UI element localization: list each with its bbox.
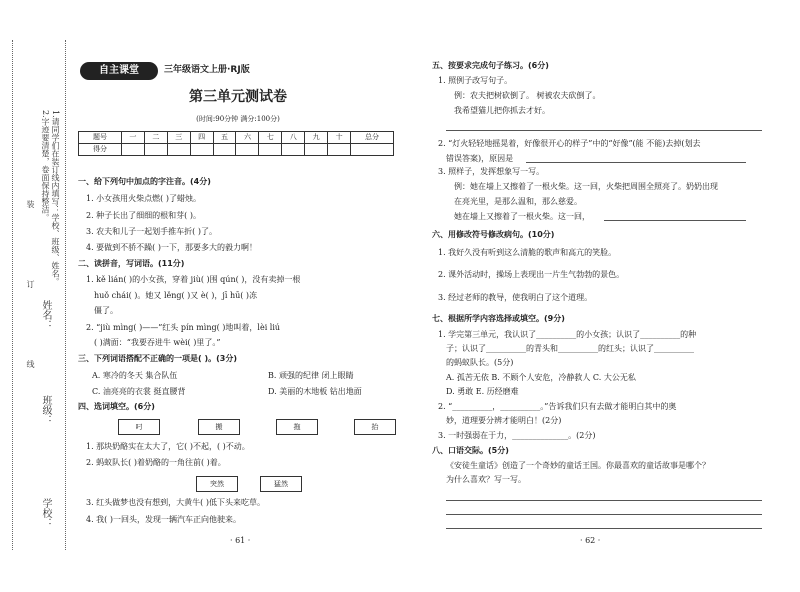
page-61 (78, 0, 396, 592)
score-cell[interactable] (190, 144, 213, 156)
word-tag: 猛然 (260, 476, 302, 492)
school-label: 学校： (40, 498, 51, 528)
q7-options-b: D. 勇敢 E. 历经磨难 (446, 387, 519, 396)
score-header-cell: 总分 (351, 132, 394, 144)
q3-b: B. 顽强的纪律 闭上眼睛 (268, 371, 354, 380)
q8-b: 为什么喜欢？写一写。 (446, 475, 526, 484)
q7-2a: 2. “__________，__________。”告诉我们只有去做才能明白其中的奥 (438, 402, 677, 411)
word-tag: 叼 (118, 419, 160, 435)
margin-note: 1.请同学们在装订线内填写：学校、班级、姓名。 (51, 110, 60, 286)
q2-1a: 1. kě lián( )的小女孩，穿着 jiù( )围 qún( )，没有卖掉一根 (86, 275, 301, 284)
q7-3: 3. 一时强弱在于力，______________。(2分) (438, 431, 596, 440)
page-62 (432, 0, 762, 592)
score-table (78, 131, 394, 156)
q6-1: 1. 我好久没有听到这么清脆的歌声和高亢的笑脸。 (438, 248, 617, 257)
word-tag: 突然 (196, 476, 238, 492)
answer-line[interactable] (446, 528, 762, 529)
q5-3-task: 她在墙上又擦着了一根火柴。这一回， (454, 212, 590, 221)
word-tag: 拖 (276, 419, 318, 435)
section-5: 五、按要求完成句子练习。(6分) (432, 61, 549, 70)
q5-2b: 错误答案)，原因是 (446, 154, 514, 163)
score-cell: 得分 (79, 144, 122, 156)
score-cell[interactable] (328, 144, 351, 156)
answer-line[interactable] (446, 514, 762, 515)
q7-1a: 1. 学完第三单元，我认识了__________的小女孩；认识了__________的种 (438, 330, 697, 339)
section-1: 一、给下列句中加点的字注音。(4分) (78, 177, 211, 186)
answer-line[interactable] (526, 162, 746, 163)
answer-line[interactable] (446, 500, 762, 501)
score-header-cell: 九 (305, 132, 328, 144)
q7-1c: 的蚂蚁队长。(5分) (446, 358, 514, 367)
q6-2: 2. 课外活动时，操场上表现出一片生气勃勃的景色。 (438, 270, 625, 279)
q3-a: A. 寒冷的冬天 集合队伍 (92, 371, 178, 380)
q1-4: 4. 要做到不骄不躁( )一下，那要多大的毅力啊！ (86, 243, 257, 252)
score-header-cell: 五 (213, 132, 236, 144)
score-cell[interactable] (144, 144, 167, 156)
q2-2a: 2. “jiù mìng( )——”红头 pín mìng( )地叫着，lèi liú (86, 323, 281, 332)
score-header-cell: 十 (328, 132, 351, 144)
page-number: · 62 · (580, 536, 601, 545)
q5-1: 1. 照例子改写句子。 (438, 76, 513, 85)
q2-2b: ( )满面：“我要吞进牛 wèi( )里了。” (94, 338, 221, 347)
q7-2b: 妙，道理要分辨才能明白！(2分) (446, 416, 562, 425)
q7-options-a: A. 孤苦无依 B. 不顾个人安危，冷静救人 C. 大公无私 (446, 373, 636, 382)
brand-logo: 自主课堂 (80, 62, 158, 80)
score-header-cell: 六 (236, 132, 259, 144)
q4-2: 2. 蚂蚁队长( )着奶酪的一角往前( )着。 (86, 458, 226, 467)
q2-1c: 僵了。 (94, 306, 118, 315)
word-tag: 搬 (198, 419, 240, 435)
q3-c: C. 油亮亮的衣裳 挺直腰背 (92, 387, 186, 396)
binding-margin (0, 0, 72, 592)
score-header-cell: 八 (282, 132, 305, 144)
score-cell[interactable] (236, 144, 259, 156)
q4-3: 3. 红头做梦也没有想到，大黄牛( )低下头来吃草。 (86, 498, 265, 507)
score-header-cell: 七 (259, 132, 282, 144)
q1-1: 1. 小女孩用火柴点燃( )了蜡烛。 (86, 194, 201, 203)
section-2: 二、读拼音，写词语。(11分) (78, 259, 185, 268)
q4-1: 1. 那块奶酪实在太大了，它( )不起，( )不动。 (86, 442, 250, 451)
word-tag: 抬 (354, 419, 396, 435)
score-cell[interactable] (351, 144, 394, 156)
score-cell[interactable] (305, 144, 328, 156)
q6-3: 3. 经过老师的教导，使我明白了这个道理。 (438, 293, 593, 302)
xian-char: 线 (26, 360, 35, 368)
q5-1-task: 我希望猫儿把你抓去才好。 (454, 106, 550, 115)
section-8: 八、口语交际。(5分) (432, 446, 509, 455)
section-3: 三、下列词语搭配不正确的一项是( )。(3分) (78, 354, 237, 363)
ding-char: 订 (26, 280, 35, 288)
page-number: · 61 · (230, 536, 251, 545)
page-title: 第三单元测试卷 (189, 89, 287, 105)
q1-3: 3. 农夫和儿子一起划手推车折( )了。 (86, 227, 217, 236)
section-7: 七、根据所学内容选择或填空。(9分) (432, 314, 565, 323)
section-6: 六、用修改符号修改病句。(10分) (432, 230, 555, 239)
q5-3: 3. 照样子，发挥想象写一写。 (438, 167, 545, 176)
q2-1b: huǒ chái( )。她又 lěng( )又 è( )，jī hū( )冻 (94, 291, 258, 300)
q5-3-example-b: 在亮光里，是那么温和，那么慈爱。 (454, 197, 582, 206)
score-cell[interactable] (259, 144, 282, 156)
score-cell[interactable] (121, 144, 144, 156)
q8-a: 《安徒生童话》创造了一个奇妙的童话王国。你最喜欢的童话故事是哪个？ (446, 461, 710, 470)
score-header-cell: 题号 (79, 132, 122, 144)
q5-1-example: 例：农夫把树砍倒了。 树被农夫砍倒了。 (454, 91, 601, 100)
score-cell[interactable] (167, 144, 190, 156)
score-header-cell: 一 (121, 132, 144, 144)
margin-note-2: 2.字迹要清楚，卷面保持整洁。 (41, 110, 50, 222)
name-label: 姓名： (40, 300, 51, 330)
series-label: 三年级语文上册·RJ版 (164, 65, 250, 75)
section-4: 四、选词填空。(6分) (78, 402, 155, 411)
answer-line[interactable] (604, 220, 746, 221)
score-header-cell: 二 (144, 132, 167, 144)
q4-4: 4. 我( )一回头，发现一辆汽车正向他驶来。 (86, 515, 241, 524)
zhuang-char: 装 (26, 200, 35, 208)
score-header-cell: 三 (167, 132, 190, 144)
score-cell[interactable] (213, 144, 236, 156)
answer-line[interactable] (446, 130, 762, 131)
score-header-cell: 四 (190, 132, 213, 144)
score-cell[interactable] (282, 144, 305, 156)
q3-d: D. 美丽的木地板 钻出地面 (268, 387, 362, 396)
q1-2: 2. 种子长出了细细的根和芽( )。 (86, 211, 201, 220)
q7-1b: 子；认识了__________的青头和__________的红头；认识了__________ (446, 344, 694, 353)
time-score: (时间:90分钟 满分:100分) (196, 115, 280, 123)
class-label: 班级： (40, 395, 51, 425)
q5-2a: 2. “灯火轻轻地摇晃着，好像很开心的样子”中的“好像”(能 不能)去掉(划去 (438, 139, 701, 148)
q5-3-example-a: 例：她在墙上又擦着了一根火柴。这一回，火柴把周围全照亮了。奶奶出现 (454, 182, 718, 191)
